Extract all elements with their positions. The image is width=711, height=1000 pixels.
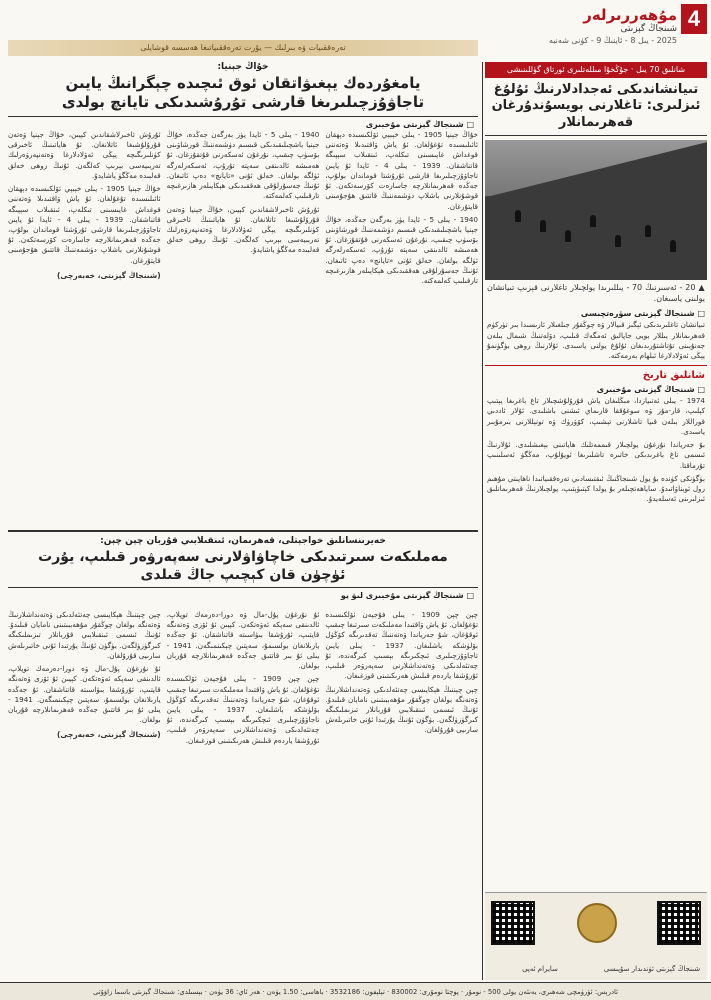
left-stories — [8, 60, 478, 980]
story-two-columns — [8, 610, 478, 970]
qr-code-icon[interactable] — [491, 901, 535, 945]
story-two-column — [8, 610, 161, 970]
right-story-body: بۇ جەرياندا نۇرغۇن يولچىلار قىممەتلىك ھاياتىنى بېغىشلىدى. ئۇلارنىڭ ئىسمى تاغ باغرىدىكى خاتىرە تاشلىرىغا ئويۇلۇپ، مەڭگۈ ئەسلىنىپ تۇرماقتا. — [487, 440, 705, 470]
photo-caption: ▲ 20 - ئەسىرنىڭ 70 - يىللىرىدا يولچىلار تاغلارنى قېزىپ تىيانشان يولىنى ياسىغان. — [487, 282, 706, 303]
right-story-byline: □ شىنجاڭ گېزىتى مۇخبىرى — [596, 385, 705, 395]
story-two-paragraph: چېن چېن 1909 - يىلى فۇجيەن ئۆلكىسىدە تۇغۇلغان. ئۇ ياش ۋاقتىدا مەملىكەت سىرتىغا چىقىپ ئوقۇغان، شۇ جەرياندا ۋەتەننىڭ تەقدىرىگە كۆڭۈل بۆلۈشكە باشلىغان. 1937 - يىلى يايىن تاجاۋۇزچىلىرى ئىچكىرىگە بېسىپ كىرگەندە، ئۇ چەتئەلدىكى ۋەتەنداشلارنى سەپەرۋەر قىلىپ، ئۇرۇشقا ياردەم قىلىش ھەرىكىتىنى قوزغىغان. — [325, 610, 478, 681]
story-one-signature: (شىنجاڭ گېزىتى، خەبەرچى) — [56, 270, 161, 280]
story-one-paragraph: 1940 - يىلى 5 - ئايدا يۈز بەرگەن جەڭدە، خۇاڭ جېنيا باشچىلىقىدىكى قىسىم دۈشمەننىڭ قورشاۋىنى بۆسۈپ چىقىپ، نۇرغۇن ئەسكەرنى قۇتقۇزغان. ئۇ ھەمىشە ئالدىنقى سەپتە تۇرۇپ، ئەسكەرلەرگە ئۈلگە بولغان. خەلق ئۇنى «تايانچ» دەپ ئاتىغان. ئۇنىڭ جەسۇرلۇقى ھەققىدىكى ھېكايىلەر ھازىرغىچە تارقىلىپ كەلمەكتە. — [166, 130, 320, 201]
story-two-byline: □ شىنجاڭ گېزىتى مۇخبىرى لىۋ يو — [340, 591, 474, 600]
worker-figure — [540, 220, 546, 232]
story-one-columns — [8, 130, 478, 520]
paper-date: 2025 - يىل 8 - ئاينىڭ 9 - كۈنى شەنبە — [548, 36, 677, 45]
masthead — [507, 4, 707, 58]
story-two-paragraph: چېن چېن 1909 - يىلى فۇجيەن ئۆلكىسىدە تۇغۇلغان. ئۇ ياش ۋاقتىدا مەملىكەت سىرتىغا چىقىپ ئوقۇغان، شۇ جەرياندا ۋەتەننىڭ تەقدىرىگە كۆڭۈل بۆلۈشكە باشلىغان. 1937 - يىلى يايىن تاجاۋۇزچىلىرى ئىچكىرىگە بېسىپ كىرگەندە، ئۇ چەتئەلدىكى ۋەتەنداشلارنى سەپەرۋەر قىلىپ، ئۇرۇشقا ياردەم قىلىش ھەرىكىتىنى قوزغىغان. — [166, 674, 320, 745]
story-one-paragraph: خۇاڭ جېنيا 1905 - يىلى خېبېي ئۆلكىسىدە دېھقان ئائىلىسىدە تۇغۇلغان. ئۇ ياش ۋاقتىدىلا ۋەتەننى قوغداش غايىسىنى تىكلەپ، ئىنقىلاب سېپىگە قاتناشقان. 1939 - يىلى 4 - ئايدا ئۇ يايىن تاجاۋۇزچىلىرىغا قارشى ئۇرۇشتا قوماندان بولۇپ، جەڭدە قەھرىمانلارچە جاسارەت كۆرسەتكەن. ئۇ قوشۇنلارنى باشلاپ دۈشمەننىڭ قاتتىق ھۇجۇمىنى قايتۇرغان. — [325, 130, 478, 211]
story-one-paragraph: ئۇرۇش ئاخىرلاشقاندىن كېيىن، خۇاڭ جېنيا ۋەتەن قۇرۇلۇشىغا ئاتلانغان. ئۇ ھاياتىنىڭ ئاخىرقى كۈنلىرىگىچە يېڭى ئەۋلادلارغا ۋەتەنپەرۋەرلىك تەربىيەسى بېرىپ كەلگەن. ئۇنىڭ روھى خەلق قەلبىدە مەڭگۈ ياشايدۇ. — [7, 130, 161, 180]
story-one-column — [325, 130, 478, 520]
story-two-headline: مەملىكەت سىرتىدىكى خاچاۋاۋلارنى سەپەرۋەر قىلىپ، يۇرت ئۈچۈن قان كېچىپ جاڭ قىلدى — [8, 546, 478, 588]
story-two-signature: (شىنجاڭ گېزىتى، خەبەرچى) — [56, 730, 161, 740]
story-two-column — [325, 610, 478, 970]
qr-code-icon[interactable] — [657, 901, 701, 945]
story-two-paragraph: چېن چېننىڭ ھېكايىسى چەتئەلدىكى ۋەتەنداشلارنىڭ ۋەتەنگە بولغان چوڭقۇر مۇھەببىتىنى نامايان قىلىدۇ. ئۇنىڭ ئىسمى ئىنقىلابىي قۇربانلار تىزىملىكىگە كىرگۈزۈلگەن. بۈگۈن ئۇنىڭ يۇرتىدا ئۇنى خاتىرىلەش سارىيى قۇرۇلغان. — [325, 684, 478, 735]
story-two-paragraph: ئۇ نۇرغۇن پۇل-مال ۋە دورا-دەرمەك توپلاپ، ئالدىنقى سەپكە ئەۋەتكەن. كېيىن ئۇ ئۆزى ۋەتەنگە قايتىپ، ئۇرۇشقا بىۋاسىتە قاتناشقان. ئۇ جەڭدە يارىلانغان بولسىمۇ، سەپتىن چېكىنمىگەن. 1941 - يىلى ئۇ بىر قاتتىق جەڭدە قەھرىمانلارچە قۇربان بولغان. — [7, 664, 161, 725]
column-divider — [482, 62, 483, 980]
story-one-paragraph: خۇاڭ جېنيا 1905 - يىلى خېبېي ئۆلكىسىدە دېھقان ئائىلىسىدە تۇغۇلغان. ئۇ ياش ۋاقتىدىلا ۋەتەننى قوغداش غايىسىنى تىكلەپ، ئىنقىلاب سېپىگە قاتناشقان. 1939 - يىلى 4 - ئايدا ئۇ يايىن تاجاۋۇزچىلىرىغا قارشى ئۇرۇشتا قوماندان بولۇپ، جەڭدە قەھرىمانلارچە جاسارەت كۆرسەتكەن. ئۇ قوشۇنلارنى باشلاپ دۈشمەننىڭ قاتتىق ھۇجۇمىنى قايتۇرغان. — [7, 184, 161, 265]
worker-figure — [565, 230, 571, 242]
historical-photo — [485, 140, 707, 280]
badge-icon — [577, 903, 617, 943]
paper-name: شىنجاڭ گېزىتى — [620, 24, 677, 34]
right-story-body: بۈگۈنكى كۈندە بۇ يول شىنجاڭنىڭ ئىقتىسادىي تەرەققىياتىدا ناھايىتى مۇھىم رول ئويناۋاتىدۇ. ساياھەتچىلەر بۇ يولدا كېتىۋېتىپ، يولچىلارنىڭ قەھرىمانلىق ئىزلىرىنى ئەسلەيدۇ. — [487, 473, 705, 504]
right-story — [485, 62, 707, 980]
ad-text: شىنجاڭ گېزىتى ئۈندىدار سۇپىسى — [603, 964, 701, 973]
story-one-paragraph: 1940 - يىلى 5 - ئايدا يۈز بەرگەن جەڭدە، خۇاڭ جېنيا باشچىلىقىدىكى قىسىم دۈشمەننىڭ قورشاۋىنى بۆسۈپ چىقىپ، نۇرغۇن ئەسكەرنى قۇتقۇزغان. ئۇ ھەمىشە ئالدىنقى سەپتە تۇرۇپ، ئەسكەرلەرگە ئۈلگە بولغان. خەلق ئۇنى «تايانچ» دەپ ئاتىغان. ئۇنىڭ جەسۇرلۇقى ھەققىدىكى ھېكايىلەر ھازىرغىچە تارقىلىپ كەلمەكتە. — [325, 214, 478, 286]
story-two-column — [167, 610, 320, 970]
worker-figure — [670, 240, 676, 252]
story-one-paragraph: ئۇرۇش ئاخىرلاشقاندىن كېيىن، خۇاڭ جېنيا ۋەتەن قۇرۇلۇشىغا ئاتلانغان. ئۇ ھاياتىنىڭ ئاخىرقى كۈنلىرىگىچە يېڭى ئەۋلادلارغا ۋەتەنپەرۋەرلىك تەربىيەسى بېرىپ كەلگەن. ئۇنىڭ روھى خەلق قەلبىدە مەڭگۈ ياشايدۇ. — [166, 204, 320, 255]
worker-figure — [615, 235, 621, 247]
ad-text: سايرام ئەپى — [522, 964, 558, 973]
section-name: مۇھەررىرلەر — [583, 6, 677, 24]
footer: ئادرېس: ئۈرۈمچى شەھىرى، يەنئەن يولى 500 - نومۇر · پوچتا نومۇرى: 830002 · تېلېفون: 3532186 · باھاسى: 1.50 يۈەن · ھەر ئاي: 36 يۈەن · بېسىلدى: شىنجاڭ گېزىتى باسما زاۋۇتى — [0, 982, 711, 1000]
ad-strip — [485, 892, 707, 980]
worker-figure — [645, 225, 651, 237]
right-story-headline: تىيانشاندىكى ئەجدادلارنىڭ ئۇلۇغ ئىزلىرى: تاغلارنى بويسۇندۇرغان قەھرىمانلار — [485, 78, 707, 136]
story-one-byline: □ شىنجاڭ گېزىتى مۇخبىرى — [365, 119, 474, 129]
story-two-paragraph: ئۇ نۇرغۇن پۇل-مال ۋە دورا-دەرمەك توپلاپ، ئالدىنقى سەپكە ئەۋەتكەن. كېيىن ئۇ ئۆزى ۋەتەنگە قايتىپ، ئۇرۇشقا بىۋاسىتە قاتناشقان. ئۇ جەڭدە يارىلانغان بولسىمۇ، سەپتىن چېكىنمىگەن. 1941 - يىلى ئۇ بىر قاتتىق جەڭدە قەھرىمانلارچە قۇربان بولغان. — [166, 610, 320, 671]
story-one-kicker: خۇاڭ جېنيا: — [217, 62, 269, 72]
red-banner: شانلىق 70 يىل · جۇڭخۇا مىللەتلىرى ئورتاق گۈللىنىشى — [485, 62, 707, 78]
story-two-kicker: خەيرىنسانلىق خواجېتلى، قەھرىمان، ئىنقىلابىي قۇربان چېن چېن: — [8, 530, 478, 546]
worker-figure — [590, 215, 596, 227]
right-story-intro: تىيانشان تاغلىرىدىكى ئېگىز قىيالار ۋە چوڭقۇر جىلغىلار ئارىسىدا بىر تۈركۈم قەھرىمانلار يىللار بويى جاپالىق ئەمگەك قىلىپ، دۆلەتنىڭ شىمال بىلەن جەنۇبىنى تۇتاشتۇرىدىغان ئۇلۇغ يولنى ياسىدى. ئۇلارنىڭ روھى بۈگۈنمۇ يېڭى ئەۋلادلارغا ئىلھام بەرمەكتە. — [487, 320, 705, 360]
page-number: 4 — [681, 4, 707, 34]
right-story-subhead: شانلىق تارىخ — [485, 365, 707, 383]
story-two — [7, 530, 478, 745]
photo-credit: □ شىنجاڭ گېزىتى سۈرەتچىسى — [580, 309, 705, 319]
right-story-body: 1974 - يىلى ئەتىيازدا، مىڭلىغان ياش قۇرۇلۇشچىلار تاغ باغرىغا يېتىپ كېلىپ، قار-مۇز ۋە سوغۇققا قارىماي ئىشنى باشلىدى. ئۇلار ئاددىي قوراللار بىلەن قىيا تاشلارنى تېشىپ، كۆۋرۈك ۋە تونېللارنى بىرمۇبىر ياسىدى. — [487, 396, 705, 436]
worker-figure — [515, 210, 521, 222]
story-one-headline: يامغۇردەك يېغىۋاتقان ئوق ئىچىدە چېگرانىڭ يايىن تاجاۋۇزچىلىرىغا قارشى تۇرۇشىدىكى تايانچ بولدى — [8, 72, 478, 117]
top-banner: تەرەققىيات ۋە بىرلىك — يۇرت تەرەققىياتىغا ھەسسە قوشايلى — [8, 40, 478, 56]
story-one-column — [167, 130, 320, 520]
story-one-column — [8, 130, 161, 520]
story-two-paragraph: چېن چېننىڭ ھېكايىسى چەتئەلدىكى ۋەتەنداشلارنىڭ ۋەتەنگە بولغان چوڭقۇر مۇھەببىتىنى نامايان قىلىدۇ. ئۇنىڭ ئىسمى ئىنقىلابىي قۇربانلار تىزىملىكىگە كىرگۈزۈلگەن. بۈگۈن ئۇنىڭ يۇرتىدا ئۇنى خاتىرىلەش سارىيى قۇرۇلغان. — [7, 610, 161, 660]
